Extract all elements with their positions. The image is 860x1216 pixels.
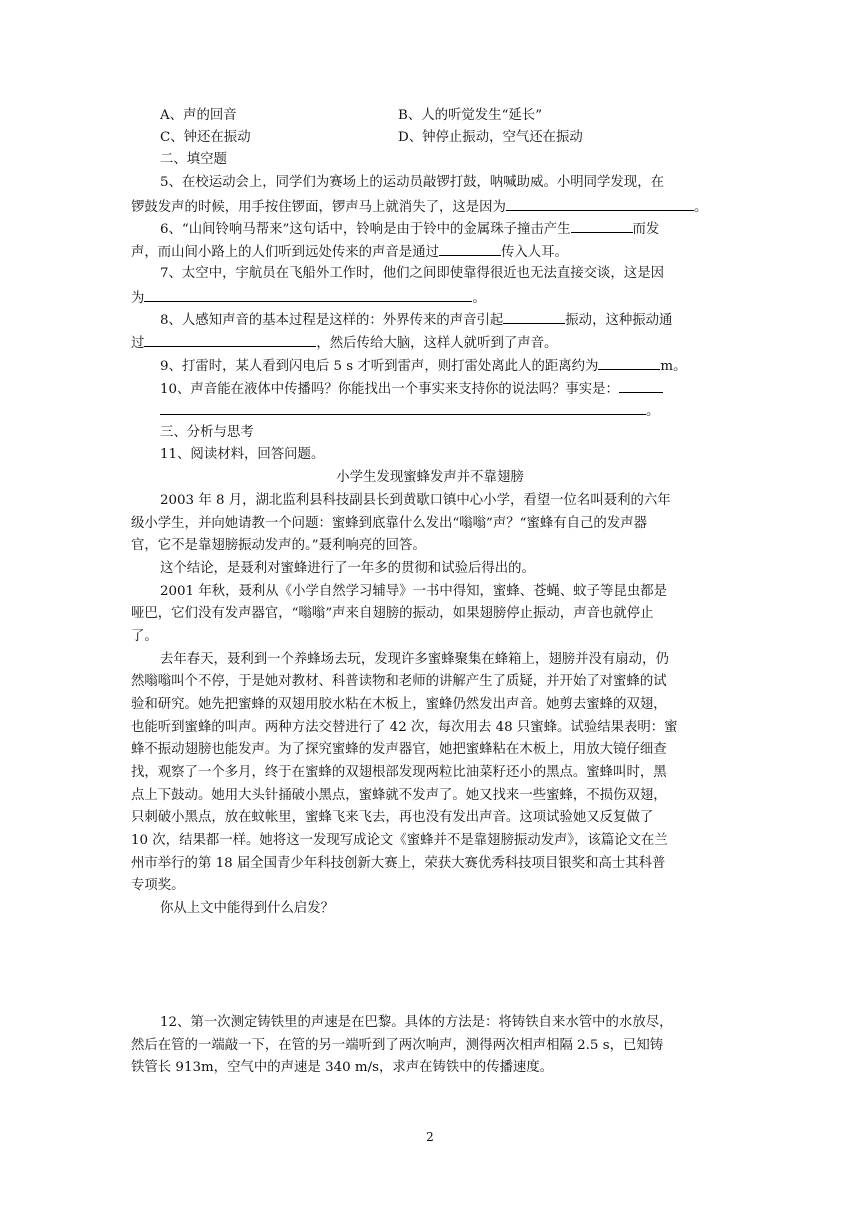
article-p2: 这个结论，是聂利对蜜蜂进行了一年多的贯彻和试验后得出的。 [160,561,535,576]
q7-answer-blank[interactable] [144,287,472,302]
q10-line-1 [160,378,663,400]
q9-text: 9、打雷时，某人看到闪电后 5 s 才听到雷声，则打雷处离此人的距离约为 [160,359,599,374]
article-p4-line-9: 10 次，结果都一样。她将这一发现写成论文《蜜蜂并不是靠翅膀振动发声》，该篇论文在兰 [131,833,668,848]
q9-answer-blank[interactable] [598,355,660,370]
article-p3-line-1: 2001 年秋，聂利从《小学自然学习辅导》一书中得知，蜜蜂、苍蝇、蚊子等昆虫都是 [160,584,668,599]
article-p4-line-8: 只刺破小黑点，放在蚊帐里，蜜蜂飞来飞去，再也没有发出声音。这项试验她又反复做了 [131,810,654,825]
q8-line-1 [160,309,672,331]
q7-text: 为 [131,291,145,306]
q12-line-2: 然后在管的一端敲一下，在管的另一端听到了两次响声，测得两次相声相隔 2.5 s，已知铸 [131,1038,664,1053]
q5-answer-blank[interactable] [506,196,694,211]
section-analysis-heading: 三、分析与思考 [160,425,254,440]
q6-text-b: 而发 [632,222,660,237]
q8-text-b: 振动，这种振动通 [565,313,673,328]
q5-end: 。 [693,200,708,215]
q11-question: 你从上文中能得到什么启发？ [160,901,335,916]
article-p4-line-10: 州市举行的第 18 届全国青少年科技创新大赛上，荣获大赛优秀科技项目银奖和高士其科普 [131,856,666,871]
option-b: B、人的听觉发生“延长” [398,108,543,123]
q10-answer-blank-1[interactable] [619,378,663,393]
q7-line-2 [131,287,486,309]
article-p4-line-7: 点上下鼓动。她用大头针捅破小黑点，蜜蜂就不发声了。她又找来一些蜜蜂，不损伤双翅， [131,788,667,803]
section-fill-blank-heading: 二、填空题 [160,152,227,167]
article-p4-line-6: 找，观察了一个多月，终于在蜜蜂的双翅根部发现两粒比油菜籽还小的黑点。蜜蜂叫时，黑 [131,765,667,780]
q10-end: 。 [646,404,660,419]
q12-line-1: 12、第一次测定铸铁里的声速是在巴黎。具体的方法是：将铸铁自来水管中的水放尽， [160,1015,673,1030]
q6-answer-blank-2[interactable] [439,241,501,256]
article-p3-line-2: 哑巴，它们没有发声器官，“嗡嗡”声来自翅膀的振动，如果翅膀停止振动，声音也就停止 [131,606,654,621]
q6-text-c: 声，而山间小路上的人们听到远处传来的声音是通过 [131,245,439,260]
q11-intro: 11、阅读材料，回答问题。 [160,447,325,462]
article-title: 小学生发现蜜蜂发声并不靠翅膀 [336,470,524,485]
article-p1-line-2: 级小学生，并向她请教一个问题：蜜蜂到底靠什么发出“嗡嗡”声？“蜜蜂有自己的发声器 [131,516,647,531]
q5-line-2 [131,196,707,218]
q8-text-d: ，然后传给大脑，这样人就听到了声音。 [316,336,558,351]
article-p1-line-1: 2003 年 8 月，湖北监利县科技副县长到黄歇口镇中心小学，看望一位名叫聂利的六年 [160,493,671,508]
q6-answer-blank-1[interactable] [571,218,633,233]
option-a: A、声的回音 [160,108,237,123]
q6-text-d: 传入人耳。 [500,245,568,260]
article-p4-line-2: 然嗡嗡叫个不停，于是她对教材、科普读物和老师的讲解产生了质疑，并开始了对蜜蜂的试 [131,674,667,689]
q8-text-c: 过 [131,336,145,351]
q6-line-1 [160,218,659,240]
option-d: D、钟停止振动，空气还在振动 [398,130,583,145]
q10-answer-blank-2[interactable] [160,400,646,415]
q5-line-1: 5、在校运动会上，同学们为赛场上的运动员敲锣打鼓，呐喊助威。小明同学发现，在 [160,175,664,190]
q12-line-3: 铁管长 913m，空气中的声速是 340 m/s，求声在铸铁中的传播速度。 [131,1060,554,1075]
q7-end: 。 [472,291,486,306]
q7-line-1: 7、太空中，宇航员在飞船外工作时，他们之间即使靠得很近也无法直接交谈，这是因 [160,266,664,281]
article-p1-line-3: 官，它不是靠翅膀振动发声的。”聂利响亮的回答。 [131,538,426,553]
q8-text-a: 8、人感知声音的基本过程是这样的：外界传来的声音引起 [160,313,504,328]
q6-text-a: 6、“山间铃响马帮来”这句话中，铃响是由于铃中的金属珠子撞击产生 [160,222,571,237]
article-p4-line-1: 去年春天，聂利到一个养蜂场去玩，发现许多蜜蜂聚集在蜂箱上，翅膀并没有扇动，仍 [160,652,669,667]
q5-text: 锣鼓发声的时候，用手按住锣面，锣声马上就消失了，这是因为 [131,200,506,215]
page-number: 2 [426,1130,434,1144]
article-p4-line-4: 也能听到蜜蜂的叫声。两种方法交替进行了 42 次，每次用去 48 只蜜蜂。试验结果表明：蜜 [131,720,678,735]
q9-unit: m。 [660,359,687,374]
article-p3-line-3: 了。 [131,629,158,644]
q6-line-2 [131,241,568,263]
q10-line-2 [160,400,659,422]
article-p4-line-5: 蜂不振动翅膀也能发声。为了探究蜜蜂的发声器官，她把蜜蜂粘在木板上，用放大镜仔细查 [131,742,667,757]
q10-text: 10、声音能在液体中传播吗？你能找出一个事实来支持你的说法吗？事实是： [160,382,619,397]
q8-line-2 [131,332,557,354]
q9-line [160,355,687,377]
article-p4-line-3: 验和研究。她先把蜜蜂的双翅用胶水粘在木板上，蜜蜂仍然发出声音。她剪去蜜蜂的双翅， [131,697,667,712]
q8-answer-blank-2[interactable] [144,332,316,347]
option-c: C、钟还在振动 [160,130,251,145]
q8-answer-blank-1[interactable] [503,309,565,324]
article-p4-line-11: 专项奖。 [131,878,185,893]
